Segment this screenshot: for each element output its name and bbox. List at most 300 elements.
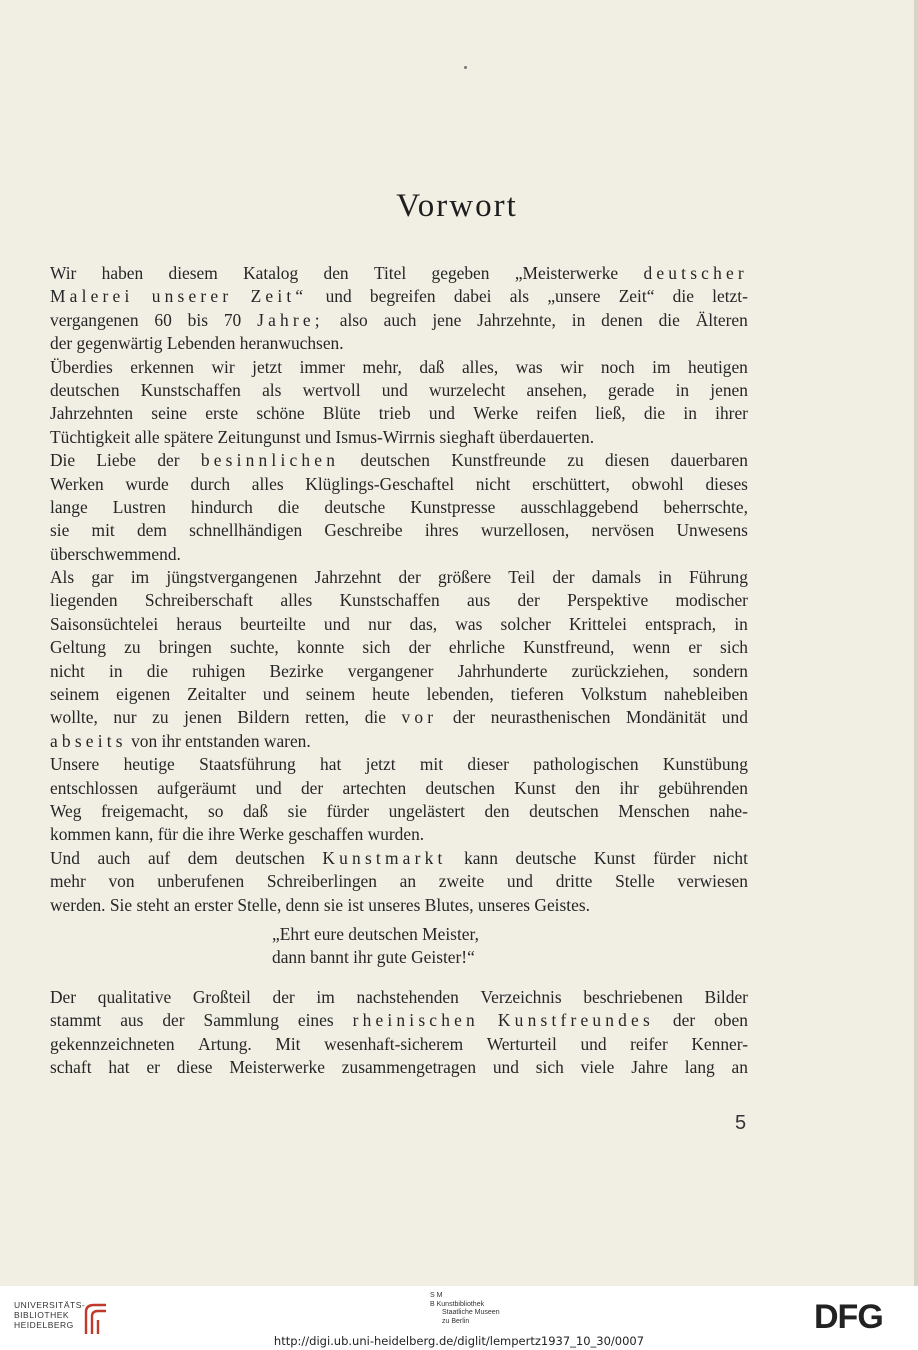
word: dem (187, 847, 218, 868)
word: jetzt (365, 754, 396, 775)
word: jetzt (252, 356, 283, 377)
word: als (262, 379, 282, 400)
word: deutsche (324, 496, 386, 517)
word: sondern (692, 660, 748, 681)
word: der (162, 1010, 185, 1031)
word: der (552, 567, 575, 588)
word: Klüglings-Geschaftel (305, 473, 455, 494)
word: konnte (296, 637, 345, 658)
word: qualitative (97, 986, 172, 1007)
word: Verzeichnis (480, 986, 562, 1007)
word: schnellhändigen (189, 520, 303, 541)
spaced-emphasis: Zeit“ (250, 286, 308, 307)
word: wurde (125, 473, 169, 494)
footer-bar (0, 1286, 918, 1350)
text-line (50, 402, 748, 425)
word: also (339, 309, 368, 330)
word: so (207, 800, 224, 821)
university-line: UNIVERSITÄTS- (14, 1300, 86, 1310)
word: Katalog (243, 263, 299, 283)
word: beurteilte (240, 613, 306, 634)
text-block-closing (50, 986, 748, 1080)
word: der (672, 1010, 696, 1031)
text-run: Tüchtigkeit alle spätere Zeitungunst und Ismus-Wirrnis sieghaft überdauerten. (50, 426, 595, 447)
word: auf (147, 847, 171, 868)
text-line (50, 660, 748, 683)
word: und (721, 707, 748, 728)
word: wurzelecht (429, 379, 506, 400)
word: und (428, 403, 455, 424)
word: daß (242, 800, 269, 821)
smb-line: Staatliche Museen (442, 1309, 500, 1316)
word: Älteren (695, 309, 748, 330)
word: Bildern (237, 707, 290, 728)
word: Mondänität (626, 707, 707, 728)
word: den (484, 800, 510, 821)
word: sie (287, 800, 307, 821)
word: wenn (632, 637, 671, 658)
word: durch (190, 473, 231, 494)
word: Die (50, 450, 76, 471)
word: in (734, 613, 748, 634)
word: hat (108, 1056, 130, 1077)
word: gekennzeichneten (50, 1033, 175, 1054)
word: deutschen (50, 379, 120, 400)
word: artechten (342, 777, 407, 798)
word: das, (409, 613, 438, 634)
word: Zeit“ (618, 286, 655, 307)
word: nachstehenden (356, 986, 459, 1007)
word: gebührenden (658, 777, 748, 798)
word: diesen (604, 450, 650, 471)
word: in (658, 567, 672, 588)
smb-line: zu Berlin (442, 1317, 470, 1325)
word: nervösen (591, 520, 655, 541)
word: der (272, 986, 295, 1007)
word: erste (205, 403, 239, 424)
word: ließ, (595, 403, 626, 424)
word: lange (50, 496, 88, 517)
word: die (672, 286, 694, 307)
word: lebenden, (426, 684, 494, 705)
word: Kunstübung (662, 754, 748, 775)
word: sie (50, 520, 70, 541)
word: ausschlaggebend (520, 496, 639, 517)
text-block-main (50, 262, 748, 917)
word: die (146, 660, 168, 681)
word: Menschen (618, 800, 690, 821)
word: erkennen (130, 356, 194, 377)
spaced-emphasis: unserer (151, 286, 233, 307)
word: ihr (619, 777, 639, 798)
word: im (316, 986, 335, 1007)
word: deutsche (515, 847, 577, 868)
text-line (50, 496, 748, 519)
word: dritte (555, 871, 593, 892)
word: Blüte (322, 403, 361, 424)
word: zu (152, 707, 169, 728)
word: Staatsführung (199, 754, 296, 775)
word: wollte, (50, 707, 98, 728)
spaced-emphasis: Jahre; (257, 309, 324, 330)
word: erschüttert, (532, 473, 610, 494)
word: bringen (158, 637, 212, 658)
text-line (50, 894, 748, 917)
university-emblem-icon (82, 1302, 110, 1336)
text-line (50, 309, 748, 332)
word: Unwesens (676, 520, 748, 541)
word: Perspektive (567, 590, 649, 611)
word: Kunstfreund, (523, 637, 615, 658)
word: Kunst (593, 847, 636, 868)
word: aus (467, 590, 491, 611)
text-line (50, 262, 748, 285)
word: Sammlung (203, 1010, 279, 1031)
text-line (50, 870, 748, 893)
word: als (509, 286, 530, 307)
text-run: werden. Sie steht an erster Stelle, denn sie ist unseres Blutes, unseres Geistes. (50, 894, 590, 915)
word: der (517, 590, 540, 611)
quote-block (50, 923, 748, 970)
word: an (399, 871, 417, 892)
word: obwohl (631, 473, 684, 494)
word: die (364, 707, 386, 728)
page-number: 5 (735, 1112, 747, 1134)
word: Bilder (704, 986, 748, 1007)
word: die (643, 403, 666, 424)
word: zweite (438, 871, 485, 892)
text-line (50, 730, 748, 753)
spaced-emphasis: besinnlichen (200, 450, 340, 471)
word: diesem (168, 263, 218, 283)
word: im (652, 356, 671, 377)
word: alles (251, 473, 284, 494)
text-line (50, 589, 748, 612)
word: neurasthenischen (490, 707, 611, 728)
word: hat (320, 754, 342, 775)
word: Führung (688, 567, 748, 588)
word: Titel (373, 263, 407, 283)
smb-line: S M (430, 1292, 443, 1299)
word: pathologischen (533, 754, 639, 775)
text-line (50, 777, 748, 800)
word: lang (684, 1056, 715, 1077)
word: und (262, 684, 290, 705)
word: Werturteil (486, 1033, 557, 1054)
word: und (325, 286, 352, 307)
word: auch (383, 309, 417, 330)
word: zu (567, 450, 584, 471)
word: suchte, (230, 637, 279, 658)
word: reifer (630, 1033, 668, 1054)
word: dauerbaren (670, 450, 748, 471)
word: heute (372, 684, 410, 705)
word: Kunst (514, 777, 556, 798)
word: Kunstschaffen (140, 379, 241, 400)
word: die (658, 309, 680, 330)
word: Großteil (192, 986, 251, 1007)
text-line (50, 986, 748, 1009)
word: der (408, 637, 431, 658)
word: mit (419, 754, 444, 775)
university-line: BIBLIOTHEK (14, 1310, 70, 1320)
word: „unsere (547, 286, 601, 307)
word: begreifen (369, 286, 436, 307)
word: Mit (275, 1033, 301, 1054)
text-line (50, 847, 748, 870)
word: seinem (305, 684, 356, 705)
word: unberufenen (157, 871, 245, 892)
text-line (50, 449, 748, 472)
word: jenen (710, 379, 748, 400)
word: Überdies (50, 356, 113, 377)
word: beschriebenen (583, 986, 683, 1007)
spaced-emphasis: rheinischen (352, 1010, 479, 1031)
word: tieferen (510, 684, 564, 705)
word: bis (187, 309, 208, 330)
word: dieser (467, 754, 509, 775)
text-run: kommen kann, für die ihre Werke geschaffen wurden. (50, 824, 425, 845)
word: eigenen (116, 684, 171, 705)
word: und (255, 777, 282, 798)
smb-logo[interactable] (430, 1292, 500, 1326)
word: auch (97, 847, 131, 868)
word: entschlossen (50, 777, 138, 798)
quote-line: dann bannt ihr gute Geister!“ (272, 947, 475, 968)
word: Kunstschaffen (339, 590, 440, 611)
word: fürder (653, 847, 696, 868)
word: deutschen (425, 777, 496, 798)
word: nahe- (709, 800, 748, 821)
word: trieb (378, 403, 411, 424)
word: sich (362, 637, 391, 658)
text-line (50, 519, 748, 542)
word: in (571, 309, 586, 330)
permalink-url[interactable]: http://digi.ub.uni-heidelberg.de/diglit/lempertz1937_10_30/0007 (273, 1334, 645, 1348)
spaced-emphasis: Kunstfreundes (497, 1010, 654, 1031)
word: sich (535, 1056, 564, 1077)
text-run: der gegenwärtig Lebenden heranwuchsen. (50, 333, 344, 354)
word: wir (211, 356, 235, 377)
word: und (323, 613, 350, 634)
word: gar (91, 567, 114, 588)
text-line (50, 800, 748, 823)
word: eines (297, 1010, 334, 1031)
word: nur (113, 707, 137, 728)
word: Schreiberschaft (144, 590, 254, 611)
word: im (130, 567, 150, 588)
word: der (157, 450, 180, 471)
word: Werke (473, 403, 519, 424)
page-title: Vorwort (396, 188, 518, 224)
word: und (506, 871, 533, 892)
word: Meisterwerke (229, 1056, 325, 1077)
word: wurzellosen, (480, 520, 570, 541)
word: und (580, 1033, 607, 1054)
word: zurückziehen, (571, 660, 669, 681)
word: mehr, (362, 356, 402, 377)
word: vergangenen (50, 309, 139, 330)
word: liegenden (50, 590, 118, 611)
word: entsprach, (645, 613, 717, 634)
word: freigemacht, (101, 800, 189, 821)
word: alles (280, 590, 313, 611)
word: solcher (500, 613, 551, 634)
word: wesenhaft-sicherem (324, 1033, 464, 1054)
word: der (398, 567, 421, 588)
word: deutschen (235, 847, 305, 868)
word: schöne (256, 403, 305, 424)
word: stammt (50, 1010, 102, 1031)
text-line (50, 1009, 748, 1032)
word: und (492, 1056, 519, 1077)
word: Kunstpresse (410, 496, 496, 517)
word: den (323, 263, 349, 283)
word: Saisonsüchtelei (50, 613, 159, 634)
spaced-emphasis: Malerei (50, 286, 134, 307)
word: mit (91, 520, 115, 541)
word: Und (50, 847, 80, 868)
word: daß (419, 356, 445, 377)
word: alles, (461, 356, 499, 377)
word: damals (591, 567, 642, 588)
smb-line: B Kunstbibliothek (430, 1300, 485, 1308)
text-line (50, 356, 748, 379)
dfg-logo[interactable]: DFG (814, 1298, 883, 1336)
text-line (50, 1056, 748, 1079)
word: in (675, 379, 690, 400)
word: nur (368, 613, 392, 634)
word: jüngstvergangenen (166, 567, 298, 588)
word: Jahrzehnten (50, 403, 134, 424)
word: in (108, 660, 123, 681)
word: Kenner- (691, 1033, 748, 1054)
word: Bezirke (269, 660, 324, 681)
text-line (50, 379, 748, 402)
word: Geltung (50, 637, 107, 658)
word: 60 (154, 309, 172, 330)
word: was (455, 613, 483, 634)
word: in (683, 403, 697, 424)
text-line (50, 823, 748, 846)
word: Artung. (198, 1033, 252, 1054)
word: Liebe (96, 450, 137, 471)
quote-line: „Ehrt eure deutschen Meister, (272, 923, 479, 944)
word: nicht (50, 660, 85, 681)
word: reifen (536, 403, 577, 424)
word: Jahrzehnte, (477, 309, 556, 330)
word: retten, (305, 707, 350, 728)
word: gerade (608, 379, 655, 400)
word: Wir (50, 263, 77, 283)
spaced-emphasis: Kunstmarkt (322, 847, 447, 868)
word: Stelle (615, 871, 655, 892)
word: vergangener (347, 660, 434, 681)
word: Als (50, 567, 75, 588)
word: dem (136, 520, 167, 541)
word: „Meisterwerke (514, 263, 619, 283)
word: mehr (50, 871, 86, 892)
word: heutigen (688, 356, 748, 377)
text-line (50, 566, 748, 589)
word: Kunstfreunde (451, 450, 546, 471)
word: sich (719, 637, 748, 658)
word: was (515, 356, 543, 377)
text-line (50, 285, 748, 308)
text-line (50, 332, 748, 355)
university-line: HEIDELBERG (14, 1320, 74, 1330)
word: ehrliche (448, 637, 505, 658)
word: ihrer (715, 403, 748, 424)
word: der (452, 707, 476, 728)
word: oben (714, 1010, 748, 1031)
word: Der (50, 986, 77, 1007)
text-line (50, 706, 748, 729)
spaced-emphasis: abseits (50, 730, 127, 751)
word: wir (560, 356, 584, 377)
text-run: von ihr entstanden waren. (126, 730, 311, 751)
word: modischer (675, 590, 748, 611)
word: jenen (184, 707, 222, 728)
word: größere (437, 567, 492, 588)
word: ungelästert (388, 800, 465, 821)
word: seine (151, 403, 188, 424)
word: heraus (176, 613, 222, 634)
word: beherrschte, (663, 496, 748, 517)
word: letzt- (712, 286, 748, 307)
word: Volkstum (580, 684, 648, 705)
word: an (731, 1056, 748, 1077)
word: fürder (326, 800, 370, 821)
body-text (50, 262, 748, 1079)
word: Teil (508, 567, 536, 588)
word: und (381, 379, 408, 400)
text-line (50, 426, 748, 449)
word: dieses (705, 473, 748, 494)
word: schaft (50, 1056, 92, 1077)
spaced-emphasis: vor (401, 707, 438, 728)
word: wertvoll (302, 379, 361, 400)
word: gegeben (431, 263, 490, 283)
ink-dot (464, 66, 467, 69)
text-line (50, 683, 748, 706)
text-line (50, 613, 748, 636)
word: die (278, 496, 300, 517)
word: nahebleiben (663, 684, 748, 705)
word: viele (580, 1056, 615, 1077)
word: Weg (50, 800, 82, 821)
text-line (50, 543, 748, 566)
word: Schreiberlingen (266, 871, 377, 892)
text-line (50, 1033, 748, 1056)
word: zusammengetragen (341, 1056, 477, 1077)
word: aufgeräumt (157, 777, 237, 798)
word: Werken (50, 473, 104, 494)
word: Jahrhunderte (457, 660, 548, 681)
word: deutschen (360, 450, 430, 471)
text-line (50, 753, 748, 776)
word: hindurch (191, 496, 253, 517)
word: Lustren (112, 496, 166, 517)
word: Jahrzehnt (314, 567, 382, 588)
text-line (50, 636, 748, 659)
word: aus (120, 1010, 144, 1031)
text-line (50, 473, 748, 496)
word: nicht (475, 473, 511, 494)
word: zu (124, 637, 141, 658)
word: immer (299, 356, 345, 377)
word: deutschen (529, 800, 599, 821)
